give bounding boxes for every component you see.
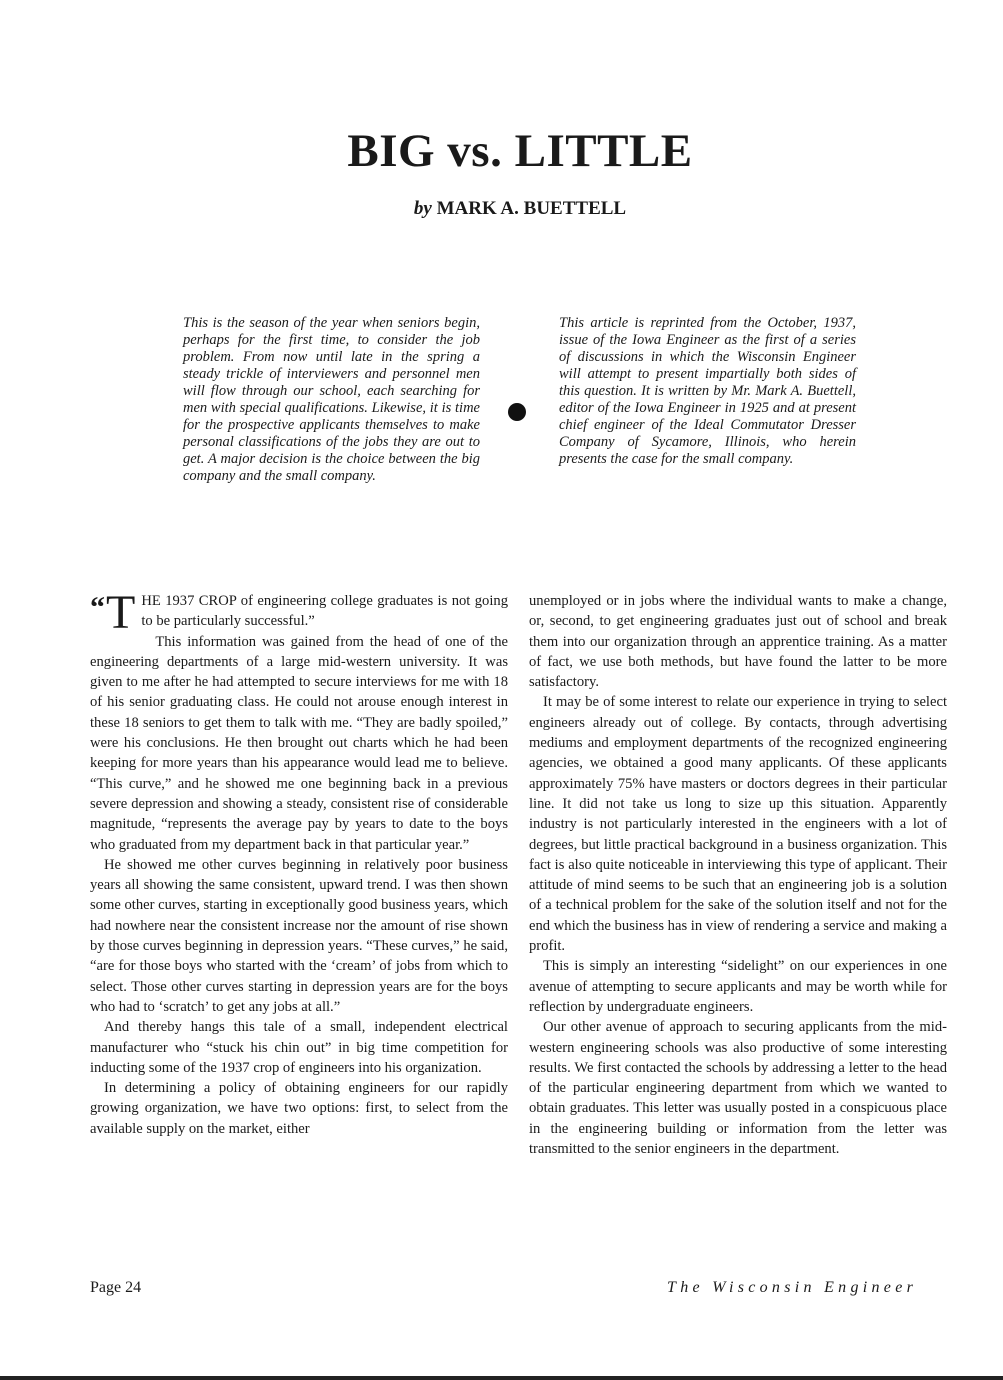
byline-by: by: [413, 198, 432, 219]
publication-name: The Wisconsin Engineer: [667, 1279, 918, 1296]
paragraph: [90, 586, 508, 639]
left-column: [90, 586, 508, 1139]
drop-cap-quote: “: [90, 591, 105, 624]
bullet-icon: [508, 403, 526, 421]
paragraph: It may be of some interest to relate our experience in trying to select engineers already out of college. By contacts, through advertising mediums and employment departments of the recognized engineering agencies, we obtained a good many applicants. Of these applicants approximately 75% have masters or doctors degrees in their particular line. It did not take us long to size up this situation. Apparently industry is not particularly interested in the engineers with a lot of degrees, but little practical background in a business organization. This fact is also quite noticeable in interviewing this type of applicant. Their attitude of mind seems to be such that an engineering job is a solution of a technical problem for the sake of the solution itself and not for the end which the business has in view of rendering a service and making a profit.: [529, 694, 947, 955]
drop-cap: [90, 586, 136, 639]
paragraph: Our other avenue of approach to securing applicants from the mid-western engineering schools was also productive of some interesting results. We first contacted the schools by addressing a letter to the head of the particular engineering department from which we wanted to obtain graduates. This letter was usually posted in a conspicuous place in the engineering building or information from the letter was transmitted to the senior engineers in the department.: [529, 1019, 947, 1158]
intro-right: This article is reprinted from the October, 1937, issue of the Iowa Engineer as the first of a series of discussions in which the Wisconsin Engineer will attempt to present impartially both sides of this question. It is written by Mr. Mark A. Buettell, editor of the Iowa Engineer in 1925 and at present chief engineer of the Ideal Commutator Dresser Company of Sycamore, Illinois, who herein presents the case for the small company.: [559, 315, 856, 467]
article-title: BIG vs. LITTLE: [347, 125, 693, 177]
paragraph: unemployed or in jobs where the individual wants to make a change, or, second, to get engineering graduates just out of school and break them into our organization through an apprentice training. As a matter of fact, we use both methods, but have found the latter to be more satisfactory.: [529, 593, 947, 691]
right-column: [529, 591, 947, 1159]
page-number: Page 24: [90, 1279, 142, 1296]
paragraph-text: HE 1937 CROP of engineering college graduates is not going to be particularly successful.”: [141, 593, 508, 630]
bottom-rule: [0, 1376, 1003, 1380]
paragraph: In determining a policy of obtaining engineers for our rapidly growing organization, we have two options: first, to select from the available supply on the market, either: [90, 1080, 508, 1137]
paragraph: And thereby hangs this tale of a small, independent electrical manufacturer who “stuck his chin out” in big time competition for inducting some of the 1937 crop of engineers into his organization.: [90, 1019, 508, 1076]
byline-author: MARK A. BUETTELL: [436, 198, 627, 219]
drop-cap-letter: T: [106, 586, 136, 639]
byline: [0, 198, 1003, 220]
intro-left: This is the season of the year when seniors begin, perhaps for the first time, to consider the job problem. From now until late in the spring a steady trickle of interviewers and personnel men will flow through our school, each searching for men with special qualifications. Likewise, it is time for the prospective applicants themselves to make personal classifications of the jobs they are out to get. A major decision is the choice between the big company and the small company.: [183, 315, 480, 484]
paragraph: This information was gained from the head of one of the engineering departments of a large mid-western university. It was given to me after he had attempted to secure interviews for me with 18 of his senior graduating class. He could not arouse enough interest in these 18 seniors to get them to talk with me. “They are badly spoiled,” were his conclusions. He then brought out charts which he had been keeping for more years than his appearance would lead me to believe. “This curve,” and he showed me one beginning back in a previous severe depression and showing a steady, consistent rise of considerable magnitude, “represents the average pay by years to date to the boys who graduated from my department back in that particular year.”: [90, 633, 508, 853]
paragraph: He showed me other curves beginning in relatively poor business years all showing the same consistent, upward trend. I was then shown some other curves, starting in exceptionally good business years, which had nowhere near the consistent increase nor the amount of rise shown by those curves beginning in depression years. “These curves,” he said, “are for those boys who started with the ‘cream’ of jobs from which to select. Those other curves starting in depression years are for the boys who had to ‘scratch’ to get any jobs at all.”: [90, 856, 508, 1015]
paragraph: This is simply an interesting “sidelight” on our experiences in one avenue of attempting to secure applicants and may be worth while for reflection by undergraduate engineers.: [529, 958, 947, 1015]
